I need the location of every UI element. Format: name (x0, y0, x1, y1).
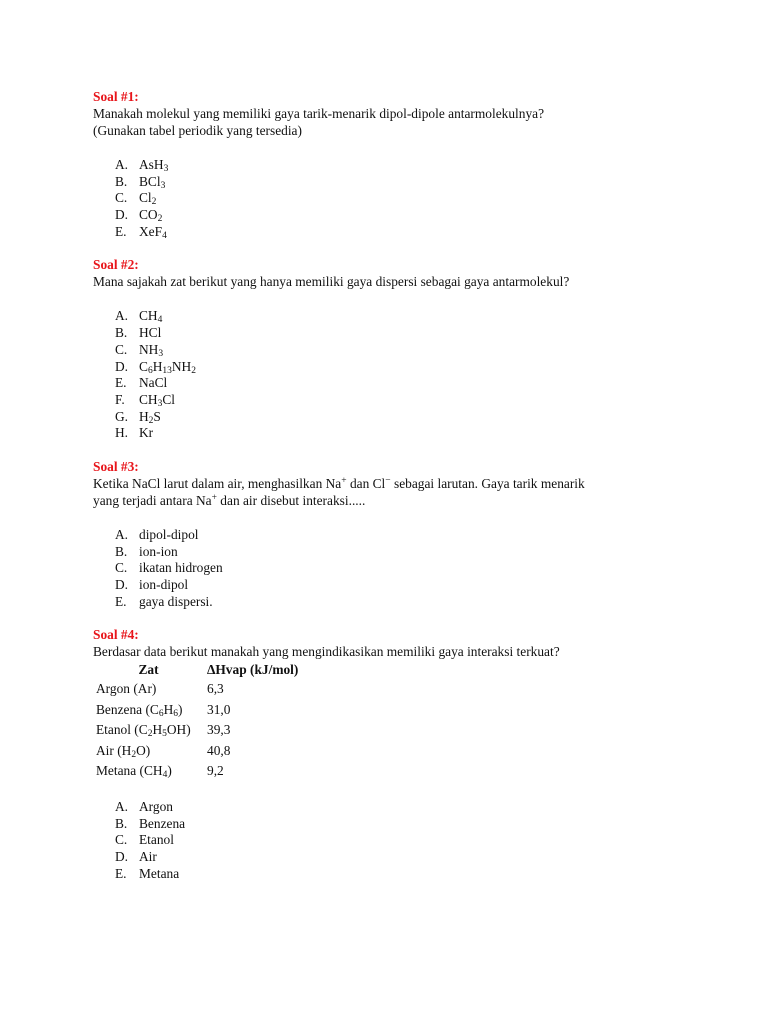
option-text: Air (139, 848, 157, 864)
cell-substance: Air $(H_2O)$ (96, 742, 151, 760)
option-letter: H. (115, 425, 129, 441)
question-3-text-line-2: yang terjadi antara Na+ dan air disebut interaksi..... (93, 492, 366, 508)
cell-substance: Metana $(CH_4)$ (96, 763, 172, 781)
question-1-note: (Gunakan tabel periodik yang tersedia) (93, 123, 302, 138)
question-2-text: Mana sajakah zat berikut yang hanya memiliki gaya dispersi sebagai gaya antarmolekul? (93, 274, 570, 290)
question-1-title: Soal #1: (93, 89, 139, 104)
table-header-row (93, 660, 301, 678)
option-letter: D. (115, 848, 129, 864)
option-text: Argon (139, 798, 173, 814)
option-text: $CH_4$ (139, 308, 163, 326)
option-text: AsH$_3$ (139, 157, 169, 174)
question-1 (93, 88, 733, 239)
answer-option (93, 576, 733, 593)
answer-option (93, 358, 733, 375)
answer-option (93, 307, 733, 324)
option-letter: C. (115, 832, 128, 848)
option-text: $CO_2$ (139, 207, 163, 225)
option-letter: D. (115, 207, 129, 223)
answer-option (93, 391, 733, 408)
cell-hvap: 39,3 (207, 722, 231, 738)
option-text: BCl$_3$ (139, 173, 166, 191)
option-text: $H_2S$ (139, 408, 161, 426)
option-letter: A. (115, 526, 129, 542)
option-letter: D. (115, 358, 129, 374)
cell-hvap: 31,0 (207, 701, 231, 717)
worksheet-page (93, 88, 733, 881)
cell-hvap: 9,2 (207, 763, 224, 779)
answer-option (93, 324, 733, 341)
option-text: HCl (139, 325, 162, 341)
answer-option (93, 156, 733, 173)
answer-option (93, 865, 733, 882)
cell-hvap: 6,3 (207, 681, 224, 697)
question-4-text: Berdasar data berikut manakah yang mengindikasikan memiliki gaya interaksi terkuat? (93, 644, 560, 660)
answer-option (93, 815, 733, 832)
option-text: gaya dispersi. (139, 593, 213, 609)
option-text: Metana (139, 865, 180, 881)
cell-substance: Argon (Ar) (96, 681, 157, 697)
table-row (93, 719, 301, 740)
answer-option (93, 408, 733, 425)
answer-option (93, 526, 733, 543)
question-2-options (93, 307, 733, 441)
question-3-text-line-1: Ketika NaCl larut dalam air, menghasilkan Na+ dan Cl− sebagai larutan. Gaya tarik menarik (93, 475, 585, 491)
answer-option (93, 189, 733, 206)
option-letter: A. (115, 798, 129, 814)
option-letter: A. (115, 157, 129, 172)
question-3-options (93, 526, 733, 609)
option-letter: D. (115, 577, 129, 592)
option-letter: C. (115, 190, 128, 206)
question-2-title: Soal #2: (93, 257, 139, 273)
option-letter: E. (115, 865, 127, 881)
question-3-title: Soal #3: (93, 458, 139, 474)
answer-option (93, 341, 733, 358)
table-row (93, 740, 301, 761)
question-2 (93, 256, 733, 441)
answer-option (93, 559, 733, 576)
option-letter: F. (115, 391, 125, 407)
table-header-zat: Zat (138, 661, 159, 677)
cell-substance: Etanol $(C_2H_5OH)$ (96, 722, 191, 740)
option-text: ikatan hidrogen (139, 560, 223, 576)
option-letter: C. (115, 560, 128, 576)
option-letter: G. (115, 408, 129, 424)
option-text: Benzena (139, 815, 186, 831)
option-text: dipol-dipol (139, 526, 199, 542)
table-row (93, 678, 301, 699)
option-letter: B. (115, 325, 128, 341)
question-4-title: Soal #4: (93, 627, 139, 643)
table-body (93, 678, 301, 781)
option-letter: E. (115, 593, 127, 609)
table-row (93, 699, 301, 720)
answer-option (93, 798, 733, 815)
option-text: $CH_3Cl$ (139, 391, 176, 409)
option-letter: E. (115, 223, 127, 239)
option-text: XeF$_4$ (139, 223, 167, 241)
question-1-text: Manakah molekul yang memiliki gaya tarik-menarik dipol-dipole antarmolekulnya? (93, 106, 545, 121)
question-1-options (93, 156, 733, 239)
option-letter: C. (115, 341, 128, 357)
option-text: ion-dipol (139, 577, 189, 592)
answer-option (93, 206, 733, 223)
option-letter: B. (115, 543, 128, 559)
answer-option (93, 831, 733, 848)
enthalpy-table (93, 660, 301, 781)
option-text: Kr (139, 425, 154, 441)
option-text: NaCl (139, 375, 168, 391)
question-4 (93, 626, 733, 881)
option-letter: A. (115, 308, 129, 324)
answer-option (93, 173, 733, 190)
question-4-options (93, 798, 733, 881)
option-text: $Cl_2$ (139, 190, 157, 208)
cell-substance: Benzena $(C_6H_6)$ (96, 701, 183, 719)
option-letter: B. (115, 173, 128, 189)
question-3 (93, 458, 733, 609)
cell-hvap: 40,8 (207, 742, 231, 758)
table-row (93, 760, 301, 781)
option-text: ion-ion (139, 543, 178, 559)
option-text: Etanol (139, 832, 174, 848)
table-header-hvap: ΔHvap (kJ/mol) (207, 661, 299, 677)
answer-option (93, 593, 733, 610)
option-text: $C_6H_{13}NH_2$ (139, 358, 196, 376)
answer-option (93, 848, 733, 865)
answer-option (93, 424, 733, 441)
option-letter: B. (115, 815, 128, 831)
answer-option (93, 223, 733, 240)
answer-option (93, 543, 733, 560)
answer-option (93, 374, 733, 391)
option-text: $NH_3$ (139, 341, 164, 359)
option-letter: E. (115, 375, 127, 391)
